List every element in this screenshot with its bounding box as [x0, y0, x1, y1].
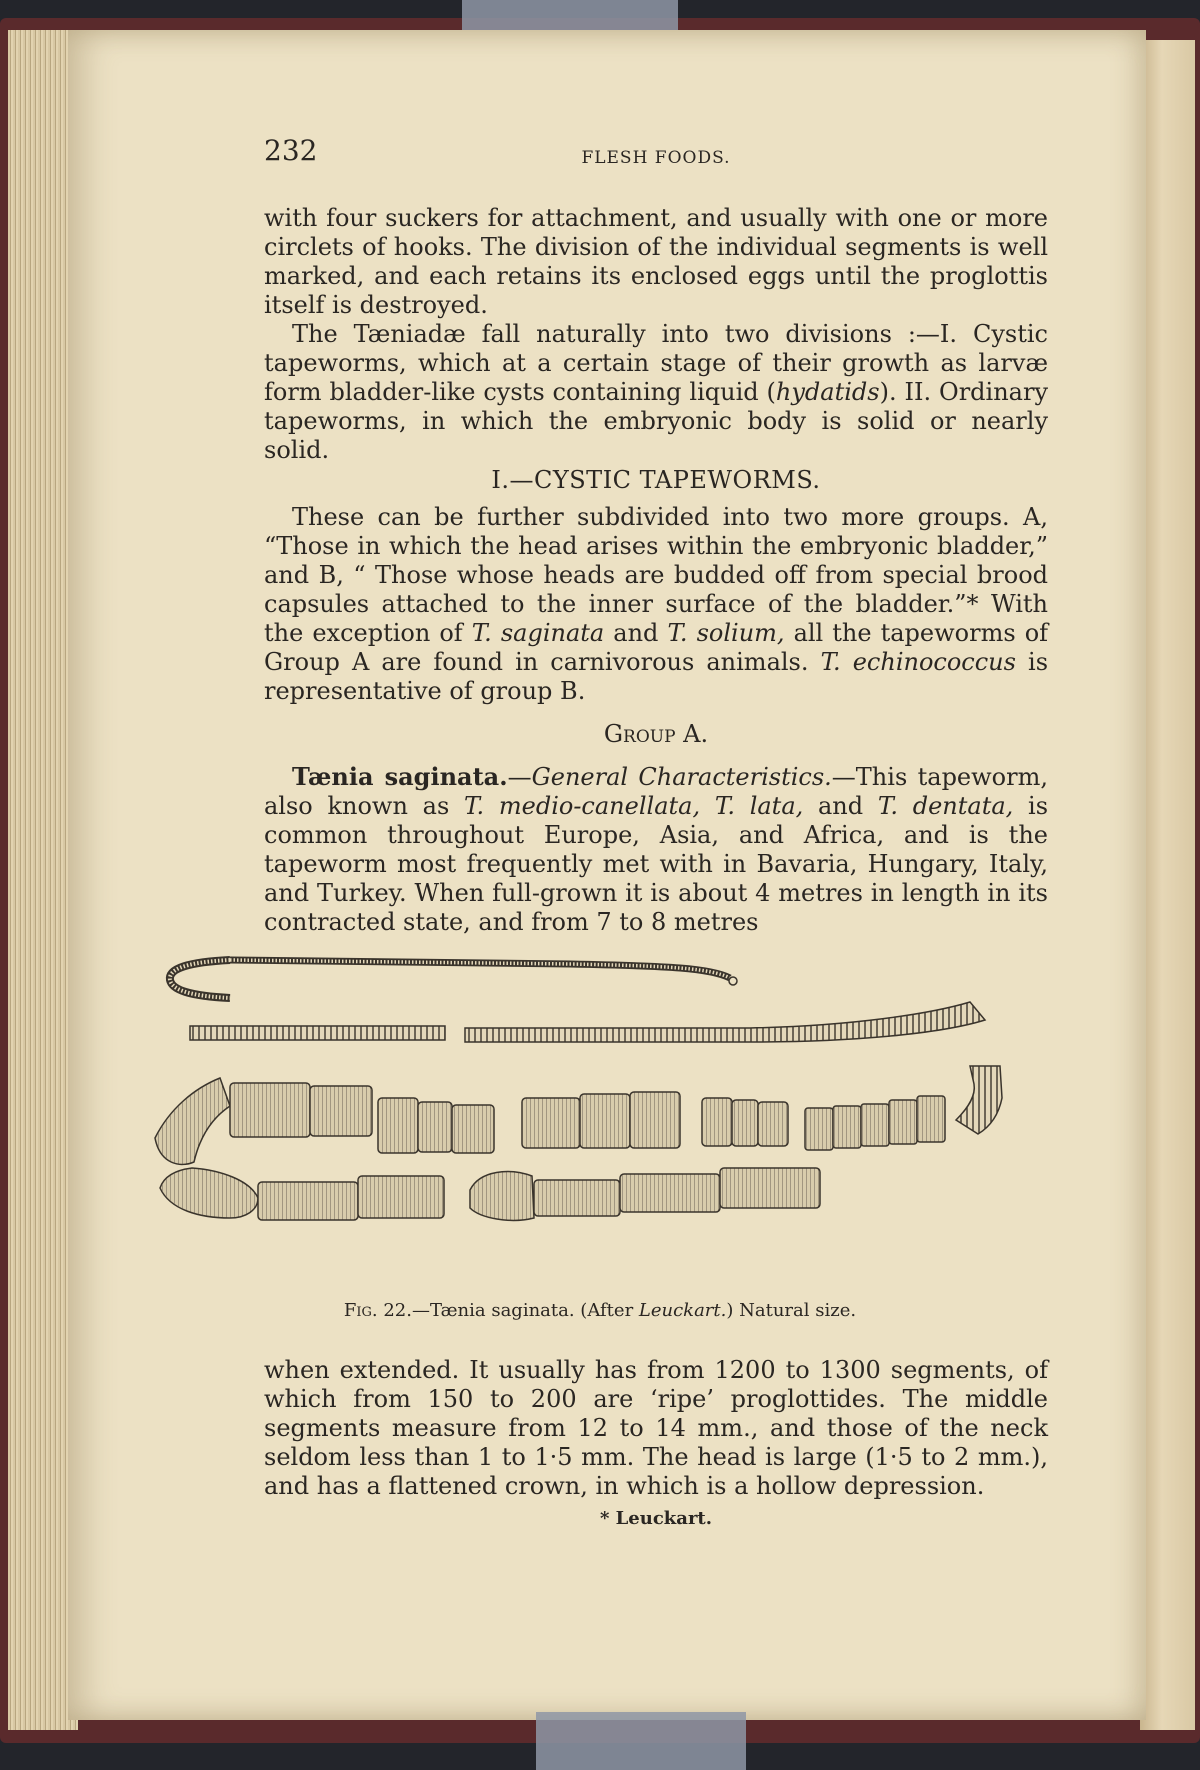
- middle-text: [264, 503, 1048, 706]
- paragraph-5: when extended. It usually has from 1200 to 1300 segments, of which from 150 to 200 are ‘ripe’ proglottides. The middle segments measure from 12 to 14 mm., and those of the neck seldom less than 1 to 1·5 mm. The head is large (1·5 to 2 mm.), and has a flattened crown, in which is a hollow depression.: [264, 1356, 1048, 1500]
- p4-italic-2: T. medio-canellata,: [464, 792, 701, 820]
- p3-text-a: These can be further subdivided into two more groups. A, “Those in which the head arises within the embryonic bladder,” and B, “ Those whose heads are budded off from special brood capsules attached to the inner surface of the bladder.”* With the exception of: [264, 503, 1048, 647]
- figure-caption: [0, 1300, 1200, 1321]
- p4-bold: Tænia saginata.: [292, 762, 508, 791]
- lower-text: [264, 762, 1048, 937]
- p4-text-b: —This tapeworm, also known as: [264, 763, 1048, 820]
- section-heading: I.—CYSTIC TAPEWORMS.: [491, 466, 821, 494]
- p2-italic: hydatids: [775, 378, 880, 406]
- running-head: FLESH FOODS.: [581, 148, 731, 168]
- p3-text-d: is representative of group B.: [264, 648, 1049, 705]
- p4-text-e: is common throughout Europe, Asia, and Africa, and is the tapeworm most frequently met with in Bavaria, Hungary, Italy, and Turkey. When full-grown it is about 4 metres in length in its contracted state, and from 7 to 8 metres: [264, 792, 1049, 936]
- clamp-tab-top: [462, 0, 678, 34]
- footnote: * Leuckart.: [599, 1508, 713, 1529]
- page-number: 232: [264, 134, 318, 167]
- p3-text-b: and: [604, 619, 668, 647]
- p4-italic-3: T. lata,: [714, 792, 804, 820]
- caption-text-b: ) Natural size.: [726, 1300, 857, 1321]
- p3-italic-3: T. echinococcus: [820, 648, 1016, 676]
- p2-text-a: The Tæniadæ fall naturally into two divisions :—I. Cystic tapeworms, which at a certain stage of their growth as larvæ form bladder-like cysts containing liquid (: [264, 320, 1048, 406]
- continued-text: [264, 1356, 1048, 1501]
- page-header: [264, 134, 1048, 174]
- paragraph-2: [264, 320, 1048, 465]
- p2-text-b: ). II. Ordinary tapeworms, in which the embryonic body is solid or nearly solid.: [264, 378, 1048, 464]
- section-heading-block: [264, 466, 1048, 495]
- p3-italic-2: T. solium,: [667, 619, 785, 647]
- p3-text-c: all the tapeworms of Group A are found in carnivorous animals.: [264, 619, 1049, 676]
- p4-italic-4: T. dentata,: [877, 792, 1014, 820]
- caption-italic: Leuckart.: [638, 1300, 727, 1321]
- p4-text-d: and: [803, 792, 878, 820]
- paragraph-4: [264, 762, 1048, 937]
- upper-text: [264, 204, 1048, 465]
- caption-figure-number: Fig. 22.: [343, 1300, 412, 1321]
- caption-text-a: —Tænia saginata. (After: [412, 1300, 639, 1321]
- p4-text-a: —: [507, 763, 532, 791]
- facing-page-edge: [1140, 40, 1195, 1730]
- clamp-tab-bottom: [536, 1712, 746, 1770]
- p3-italic-1: T. saginata: [471, 619, 605, 647]
- group-heading: Group A.: [603, 720, 709, 748]
- group-heading-block: [264, 720, 1048, 749]
- p4-text-c: [700, 792, 715, 820]
- paragraph-3: [264, 503, 1048, 706]
- p4-italic-1: General Characteristics.: [531, 763, 832, 791]
- paragraph-1: with four suckers for attachment, and usually with one or more circlets of hooks. The division of the individual segments is well marked, and each retains its enclosed eggs until the proglottis itself is destroyed.: [264, 204, 1048, 319]
- tapeworm-illustration: [150, 948, 1130, 1233]
